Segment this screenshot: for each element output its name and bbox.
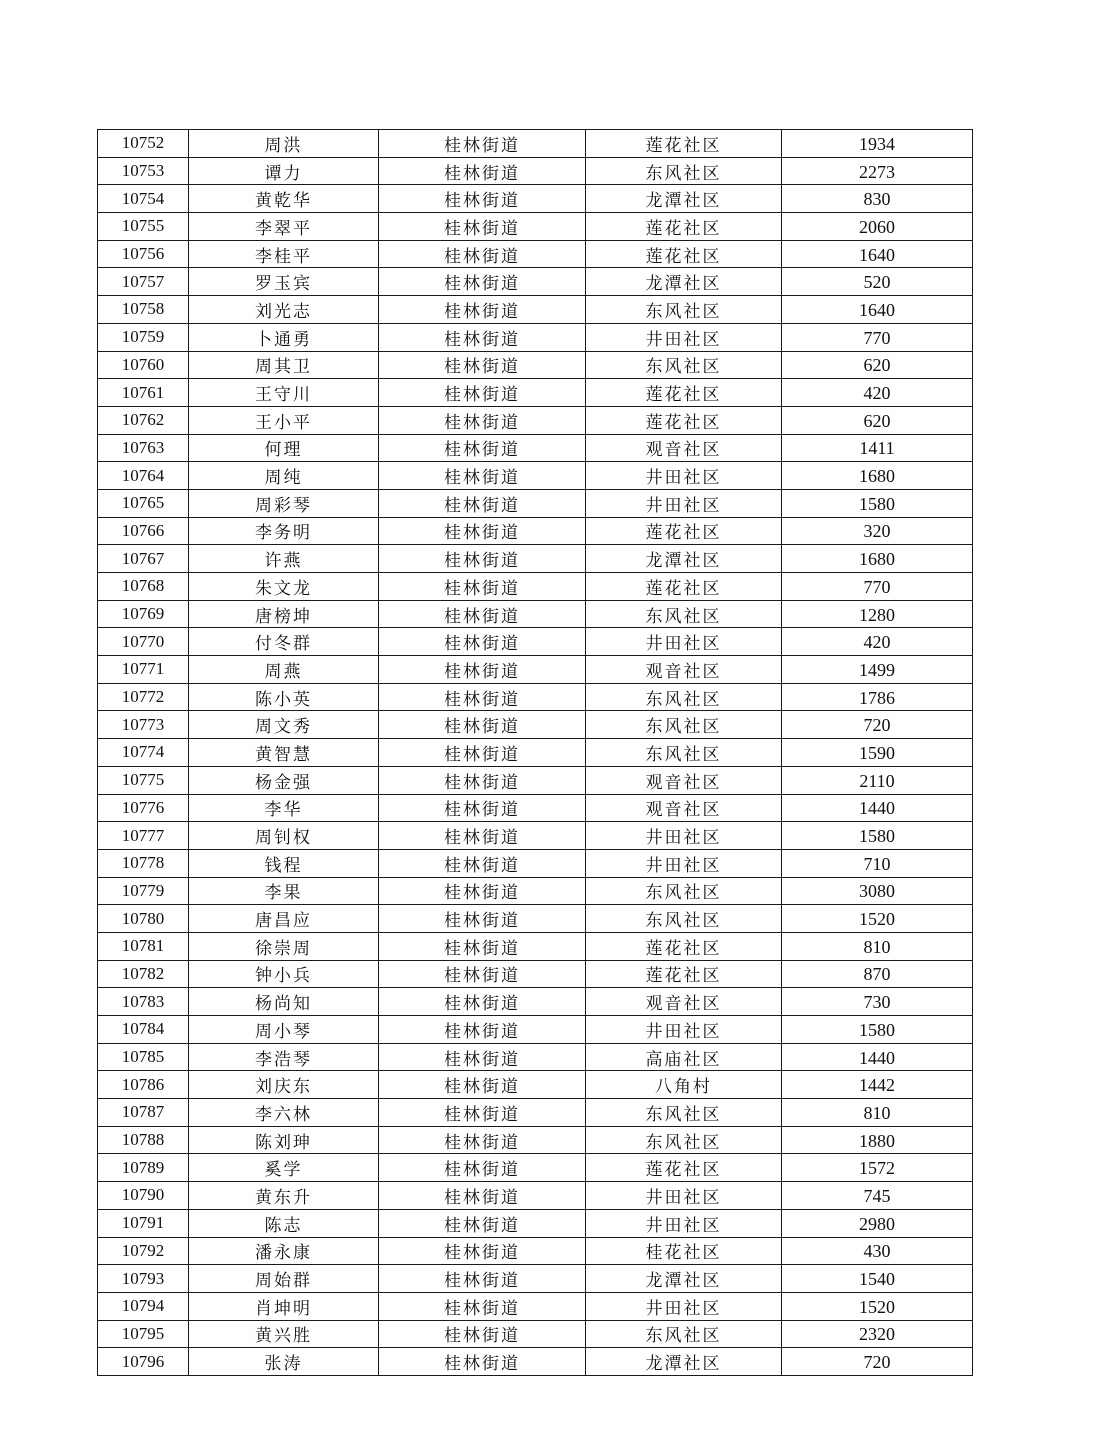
name-cell: 卜通勇 <box>189 323 379 351</box>
community-cell: 东风社区 <box>586 739 782 767</box>
amount-cell: 1280 <box>782 600 973 628</box>
name-cell: 奚学 <box>189 1154 379 1182</box>
table-row <box>98 1348 973 1376</box>
community-cell: 龙潭社区 <box>586 1265 782 1293</box>
street-cell: 桂林街道 <box>379 351 586 379</box>
community-cell: 东风社区 <box>586 683 782 711</box>
table-row <box>98 185 973 213</box>
street-cell: 桂林街道 <box>379 766 586 794</box>
amount-cell: 2320 <box>782 1320 973 1348</box>
amount-cell: 1640 <box>782 240 973 268</box>
amount-cell: 1590 <box>782 739 973 767</box>
community-cell: 东风社区 <box>586 1099 782 1127</box>
street-cell: 桂林街道 <box>379 462 586 490</box>
name-cell: 周钊权 <box>189 822 379 850</box>
record-id-cell: 10758 <box>98 296 189 324</box>
amount-cell: 620 <box>782 351 973 379</box>
table-row <box>98 1320 973 1348</box>
record-id-cell: 10775 <box>98 766 189 794</box>
table-row <box>98 1043 973 1071</box>
table-row <box>98 711 973 739</box>
name-cell: 黄智慧 <box>189 739 379 767</box>
street-cell: 桂林街道 <box>379 739 586 767</box>
name-cell: 朱文龙 <box>189 573 379 601</box>
street-cell: 桂林街道 <box>379 268 586 296</box>
community-cell: 观音社区 <box>586 988 782 1016</box>
community-cell: 莲花社区 <box>586 573 782 601</box>
amount-cell: 1440 <box>782 1043 973 1071</box>
record-id-cell: 10792 <box>98 1237 189 1265</box>
community-cell: 莲花社区 <box>586 932 782 960</box>
amount-cell: 520 <box>782 268 973 296</box>
street-cell: 桂林街道 <box>379 213 586 241</box>
record-id-cell: 10759 <box>98 323 189 351</box>
table-row <box>98 739 973 767</box>
record-id-cell: 10762 <box>98 406 189 434</box>
table-row <box>98 1099 973 1127</box>
community-cell: 莲花社区 <box>586 240 782 268</box>
table-row <box>98 434 973 462</box>
amount-cell: 430 <box>782 1237 973 1265</box>
amount-cell: 1580 <box>782 1016 973 1044</box>
name-cell: 李六林 <box>189 1099 379 1127</box>
table-row <box>98 932 973 960</box>
name-cell: 周始群 <box>189 1265 379 1293</box>
street-cell: 桂林街道 <box>379 434 586 462</box>
name-cell: 刘庆东 <box>189 1071 379 1099</box>
record-id-cell: 10779 <box>98 877 189 905</box>
record-id-cell: 10769 <box>98 600 189 628</box>
street-cell: 桂林街道 <box>379 573 586 601</box>
table-row <box>98 1071 973 1099</box>
record-id-cell: 10761 <box>98 379 189 407</box>
table-row <box>98 1154 973 1182</box>
community-cell: 莲花社区 <box>586 130 782 158</box>
amount-cell: 2980 <box>782 1209 973 1237</box>
amount-cell: 830 <box>782 185 973 213</box>
name-cell: 杨尚知 <box>189 988 379 1016</box>
record-id-cell: 10771 <box>98 656 189 684</box>
record-id-cell: 10778 <box>98 849 189 877</box>
record-id-cell: 10770 <box>98 628 189 656</box>
record-id-cell: 10782 <box>98 960 189 988</box>
record-id-cell: 10773 <box>98 711 189 739</box>
amount-cell: 620 <box>782 406 973 434</box>
name-cell: 黄乾华 <box>189 185 379 213</box>
community-cell: 东风社区 <box>586 1126 782 1154</box>
name-cell: 陈小英 <box>189 683 379 711</box>
table-row <box>98 1209 973 1237</box>
record-id-cell: 10774 <box>98 739 189 767</box>
name-cell: 王守川 <box>189 379 379 407</box>
table-row <box>98 628 973 656</box>
name-cell: 周文秀 <box>189 711 379 739</box>
table-row <box>98 600 973 628</box>
name-cell: 周洪 <box>189 130 379 158</box>
street-cell: 桂林街道 <box>379 656 586 684</box>
amount-cell: 1442 <box>782 1071 973 1099</box>
community-cell: 井田社区 <box>586 462 782 490</box>
record-id-cell: 10789 <box>98 1154 189 1182</box>
record-id-cell: 10788 <box>98 1126 189 1154</box>
record-id-cell: 10765 <box>98 489 189 517</box>
street-cell: 桂林街道 <box>379 296 586 324</box>
street-cell: 桂林街道 <box>379 628 586 656</box>
community-cell: 高庙社区 <box>586 1043 782 1071</box>
amount-cell: 2110 <box>782 766 973 794</box>
record-id-cell: 10796 <box>98 1348 189 1376</box>
record-id-cell: 10794 <box>98 1292 189 1320</box>
table-row <box>98 323 973 351</box>
community-cell: 东风社区 <box>586 1320 782 1348</box>
table-row <box>98 462 973 490</box>
table-row <box>98 517 973 545</box>
street-cell: 桂林街道 <box>379 1348 586 1376</box>
street-cell: 桂林街道 <box>379 517 586 545</box>
name-cell: 肖坤明 <box>189 1292 379 1320</box>
amount-cell: 710 <box>782 849 973 877</box>
name-cell: 李务明 <box>189 517 379 545</box>
name-cell: 周彩琴 <box>189 489 379 517</box>
street-cell: 桂林街道 <box>379 877 586 905</box>
record-id-cell: 10785 <box>98 1043 189 1071</box>
street-cell: 桂林街道 <box>379 1126 586 1154</box>
community-cell: 东风社区 <box>586 905 782 933</box>
community-cell: 观音社区 <box>586 794 782 822</box>
street-cell: 桂林街道 <box>379 406 586 434</box>
amount-cell: 1580 <box>782 489 973 517</box>
community-cell: 井田社区 <box>586 323 782 351</box>
name-cell: 张涛 <box>189 1348 379 1376</box>
table-row <box>98 1292 973 1320</box>
name-cell: 李桂平 <box>189 240 379 268</box>
amount-cell: 1411 <box>782 434 973 462</box>
community-cell: 井田社区 <box>586 1292 782 1320</box>
record-id-cell: 10753 <box>98 157 189 185</box>
community-cell: 东风社区 <box>586 711 782 739</box>
amount-cell: 1499 <box>782 656 973 684</box>
record-id-cell: 10776 <box>98 794 189 822</box>
table-row <box>98 988 973 1016</box>
name-cell: 王小平 <box>189 406 379 434</box>
table-row <box>98 268 973 296</box>
table-row <box>98 905 973 933</box>
table-row <box>98 1016 973 1044</box>
amount-cell: 870 <box>782 960 973 988</box>
amount-cell: 3080 <box>782 877 973 905</box>
records-table <box>97 129 973 1376</box>
name-cell: 周其卫 <box>189 351 379 379</box>
community-cell: 龙潭社区 <box>586 185 782 213</box>
amount-cell: 770 <box>782 323 973 351</box>
street-cell: 桂林街道 <box>379 157 586 185</box>
name-cell: 陈刘珅 <box>189 1126 379 1154</box>
name-cell: 杨金强 <box>189 766 379 794</box>
name-cell: 周燕 <box>189 656 379 684</box>
name-cell: 钟小兵 <box>189 960 379 988</box>
community-cell: 井田社区 <box>586 489 782 517</box>
name-cell: 黄兴胜 <box>189 1320 379 1348</box>
name-cell: 刘光志 <box>189 296 379 324</box>
amount-cell: 1934 <box>782 130 973 158</box>
record-id-cell: 10763 <box>98 434 189 462</box>
record-id-cell: 10786 <box>98 1071 189 1099</box>
name-cell: 周小琴 <box>189 1016 379 1044</box>
record-id-cell: 10777 <box>98 822 189 850</box>
street-cell: 桂林街道 <box>379 711 586 739</box>
record-id-cell: 10772 <box>98 683 189 711</box>
amount-cell: 1540 <box>782 1265 973 1293</box>
table-row <box>98 296 973 324</box>
table-row <box>98 822 973 850</box>
community-cell: 观音社区 <box>586 434 782 462</box>
table-row <box>98 960 973 988</box>
record-id-cell: 10766 <box>98 517 189 545</box>
name-cell: 李华 <box>189 794 379 822</box>
street-cell: 桂林街道 <box>379 1154 586 1182</box>
name-cell: 付冬群 <box>189 628 379 656</box>
amount-cell: 770 <box>782 573 973 601</box>
table-row <box>98 1126 973 1154</box>
community-cell: 井田社区 <box>586 1209 782 1237</box>
record-id-cell: 10793 <box>98 1265 189 1293</box>
community-cell: 龙潭社区 <box>586 545 782 573</box>
community-cell: 东风社区 <box>586 600 782 628</box>
name-cell: 钱程 <box>189 849 379 877</box>
community-cell: 八角村 <box>586 1071 782 1099</box>
table-row <box>98 379 973 407</box>
street-cell: 桂林街道 <box>379 794 586 822</box>
amount-cell: 1440 <box>782 794 973 822</box>
street-cell: 桂林街道 <box>379 1043 586 1071</box>
name-cell: 何理 <box>189 434 379 462</box>
table-row <box>98 683 973 711</box>
amount-cell: 745 <box>782 1182 973 1210</box>
amount-cell: 730 <box>782 988 973 1016</box>
record-id-cell: 10783 <box>98 988 189 1016</box>
amount-cell: 810 <box>782 932 973 960</box>
street-cell: 桂林街道 <box>379 1182 586 1210</box>
street-cell: 桂林街道 <box>379 1265 586 1293</box>
amount-cell: 2060 <box>782 213 973 241</box>
street-cell: 桂林街道 <box>379 545 586 573</box>
name-cell: 黄东升 <box>189 1182 379 1210</box>
amount-cell: 720 <box>782 1348 973 1376</box>
street-cell: 桂林街道 <box>379 960 586 988</box>
name-cell: 周纯 <box>189 462 379 490</box>
amount-cell: 810 <box>782 1099 973 1127</box>
name-cell: 潘永康 <box>189 1237 379 1265</box>
amount-cell: 1786 <box>782 683 973 711</box>
community-cell: 东风社区 <box>586 157 782 185</box>
record-id-cell: 10768 <box>98 573 189 601</box>
street-cell: 桂林街道 <box>379 932 586 960</box>
amount-cell: 320 <box>782 517 973 545</box>
name-cell: 徐崇周 <box>189 932 379 960</box>
record-id-cell: 10754 <box>98 185 189 213</box>
table-row <box>98 1182 973 1210</box>
community-cell: 莲花社区 <box>586 517 782 545</box>
street-cell: 桂林街道 <box>379 1099 586 1127</box>
record-id-cell: 10767 <box>98 545 189 573</box>
name-cell: 谭力 <box>189 157 379 185</box>
record-id-cell: 10790 <box>98 1182 189 1210</box>
records-table-body <box>98 130 973 1376</box>
record-id-cell: 10795 <box>98 1320 189 1348</box>
street-cell: 桂林街道 <box>379 489 586 517</box>
street-cell: 桂林街道 <box>379 1016 586 1044</box>
amount-cell: 1880 <box>782 1126 973 1154</box>
community-cell: 东风社区 <box>586 296 782 324</box>
name-cell: 李翠平 <box>189 213 379 241</box>
street-cell: 桂林街道 <box>379 600 586 628</box>
table-row <box>98 766 973 794</box>
amount-cell: 2273 <box>782 157 973 185</box>
amount-cell: 420 <box>782 379 973 407</box>
record-id-cell: 10787 <box>98 1099 189 1127</box>
street-cell: 桂林街道 <box>379 1071 586 1099</box>
community-cell: 龙潭社区 <box>586 268 782 296</box>
table-row <box>98 794 973 822</box>
street-cell: 桂林街道 <box>379 1320 586 1348</box>
name-cell: 罗玉宾 <box>189 268 379 296</box>
record-id-cell: 10757 <box>98 268 189 296</box>
table-row <box>98 351 973 379</box>
street-cell: 桂林街道 <box>379 822 586 850</box>
name-cell: 李浩琴 <box>189 1043 379 1071</box>
amount-cell: 1520 <box>782 1292 973 1320</box>
street-cell: 桂林街道 <box>379 683 586 711</box>
table-row <box>98 1265 973 1293</box>
street-cell: 桂林街道 <box>379 1209 586 1237</box>
community-cell: 莲花社区 <box>586 1154 782 1182</box>
community-cell: 莲花社区 <box>586 406 782 434</box>
table-row <box>98 130 973 158</box>
amount-cell: 1680 <box>782 462 973 490</box>
street-cell: 桂林街道 <box>379 988 586 1016</box>
street-cell: 桂林街道 <box>379 240 586 268</box>
street-cell: 桂林街道 <box>379 379 586 407</box>
name-cell: 唐昌应 <box>189 905 379 933</box>
street-cell: 桂林街道 <box>379 849 586 877</box>
community-cell: 莲花社区 <box>586 213 782 241</box>
community-cell: 井田社区 <box>586 1182 782 1210</box>
record-id-cell: 10752 <box>98 130 189 158</box>
community-cell: 观音社区 <box>586 766 782 794</box>
street-cell: 桂林街道 <box>379 185 586 213</box>
table-row <box>98 240 973 268</box>
community-cell: 东风社区 <box>586 351 782 379</box>
street-cell: 桂林街道 <box>379 1237 586 1265</box>
street-cell: 桂林街道 <box>379 130 586 158</box>
amount-cell: 1572 <box>782 1154 973 1182</box>
amount-cell: 1640 <box>782 296 973 324</box>
amount-cell: 1580 <box>782 822 973 850</box>
table-row <box>98 573 973 601</box>
community-cell: 井田社区 <box>586 628 782 656</box>
amount-cell: 1680 <box>782 545 973 573</box>
table-row <box>98 545 973 573</box>
record-id-cell: 10784 <box>98 1016 189 1044</box>
record-id-cell: 10781 <box>98 932 189 960</box>
name-cell: 陈志 <box>189 1209 379 1237</box>
community-cell: 桂花社区 <box>586 1237 782 1265</box>
street-cell: 桂林街道 <box>379 905 586 933</box>
community-cell: 井田社区 <box>586 1016 782 1044</box>
community-cell: 东风社区 <box>586 877 782 905</box>
table-row <box>98 213 973 241</box>
record-id-cell: 10755 <box>98 213 189 241</box>
table-row <box>98 1237 973 1265</box>
table-row <box>98 877 973 905</box>
street-cell: 桂林街道 <box>379 1292 586 1320</box>
amount-cell: 720 <box>782 711 973 739</box>
name-cell: 唐榜坤 <box>189 600 379 628</box>
amount-cell: 1520 <box>782 905 973 933</box>
record-id-cell: 10756 <box>98 240 189 268</box>
community-cell: 井田社区 <box>586 822 782 850</box>
table-row <box>98 157 973 185</box>
community-cell: 龙潭社区 <box>586 1348 782 1376</box>
name-cell: 李果 <box>189 877 379 905</box>
record-id-cell: 10780 <box>98 905 189 933</box>
name-cell: 许燕 <box>189 545 379 573</box>
record-id-cell: 10791 <box>98 1209 189 1237</box>
table-row <box>98 489 973 517</box>
community-cell: 莲花社区 <box>586 960 782 988</box>
community-cell: 莲花社区 <box>586 379 782 407</box>
amount-cell: 420 <box>782 628 973 656</box>
community-cell: 井田社区 <box>586 849 782 877</box>
community-cell: 观音社区 <box>586 656 782 684</box>
table-row <box>98 406 973 434</box>
table-row <box>98 656 973 684</box>
record-id-cell: 10764 <box>98 462 189 490</box>
record-id-cell: 10760 <box>98 351 189 379</box>
street-cell: 桂林街道 <box>379 323 586 351</box>
table-row <box>98 849 973 877</box>
